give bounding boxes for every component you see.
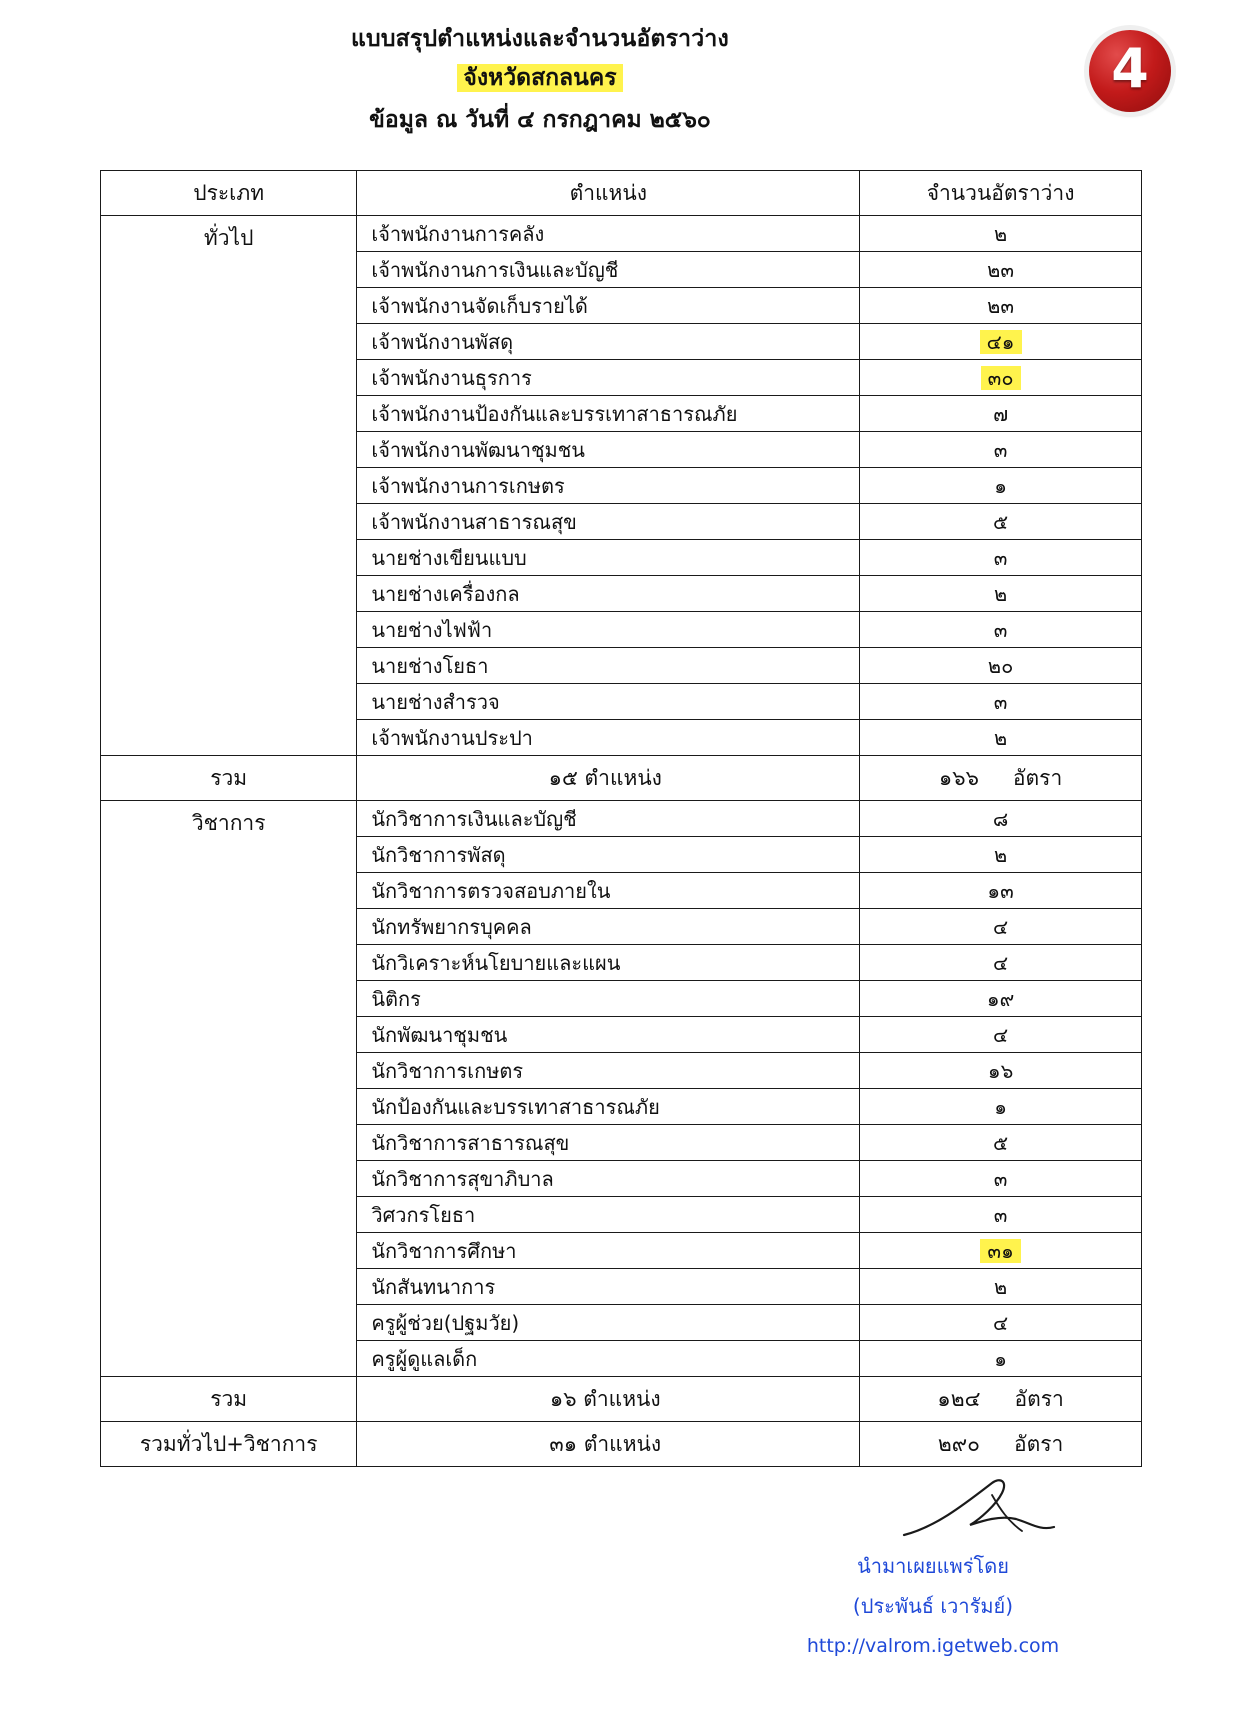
- summary-unit: อัตรา: [1012, 765, 1063, 790]
- position-name: นักวิชาการสุขาภิบาล: [357, 1161, 860, 1197]
- group-summary-row-academic: [101, 1377, 1142, 1422]
- summary-positions: ๑๖ ตำแหน่ง: [357, 1377, 860, 1422]
- position-name: เจ้าพนักงานธุรการ: [357, 360, 860, 396]
- vacancy-count: ๕: [860, 504, 1142, 540]
- vacancy-count-highlight: ๔๑: [980, 330, 1022, 354]
- vacancy-count: ๘: [860, 801, 1142, 837]
- summary-unit: อัตรา: [1014, 1386, 1064, 1411]
- position-name: นายช่างเครื่องกล: [357, 576, 860, 612]
- vacancy-count: ๒: [860, 576, 1142, 612]
- position-name: เจ้าพนักงานประปา: [357, 720, 860, 756]
- vacancy-count-highlight: ๓๐: [981, 366, 1021, 390]
- vacancy-count: ๑๙: [860, 981, 1142, 1017]
- position-name: นักวิชาการเกษตร: [357, 1053, 860, 1089]
- vacancy-count: ๔: [860, 1305, 1142, 1341]
- summary-count-value: ๑๖๖: [938, 765, 979, 790]
- vacancy-table: [100, 170, 1142, 1467]
- column-header-position: ตำแหน่ง: [357, 171, 860, 216]
- document-header: [0, 22, 1080, 136]
- credits-line-1: นำมาเผยแพร่โดย: [857, 1554, 1009, 1578]
- document-title: แบบสรุปตำแหน่งและจำนวนอัตราว่าง: [351, 26, 729, 52]
- vacancy-count: ๑: [860, 468, 1142, 504]
- signature-mark: [896, 1475, 1066, 1545]
- grand-total-label: รวมทั่วไป+วิชาการ: [101, 1422, 357, 1467]
- vacancy-count: ๔: [860, 909, 1142, 945]
- position-name: นายช่างเขียนแบบ: [357, 540, 860, 576]
- vacancy-count: ๑: [860, 1341, 1142, 1377]
- position-name: นายช่างไฟฟ้า: [357, 612, 860, 648]
- position-name: ครูผู้ช่วย(ปฐมวัย): [357, 1305, 860, 1341]
- summary-count: [860, 1377, 1142, 1422]
- group-type-general: ทั่วไป: [101, 216, 357, 756]
- position-name: นายช่างโยธา: [357, 648, 860, 684]
- grand-total-row: [101, 1422, 1142, 1467]
- vacancy-count: ๓: [860, 684, 1142, 720]
- vacancy-count: ๒: [860, 837, 1142, 873]
- summary-label: รวม: [101, 756, 357, 801]
- position-name: นักวิชาการเงินและบัญชี: [357, 801, 860, 837]
- province-line: [0, 62, 1080, 96]
- position-name: เจ้าพนักงานสาธารณสุข: [357, 504, 860, 540]
- column-header-vacancies: จำนวนอัตราว่าง: [860, 171, 1142, 216]
- position-name: นักพัฒนาชุมชน: [357, 1017, 860, 1053]
- vacancy-count: ๓: [860, 1197, 1142, 1233]
- vacancy-count: ๗: [860, 396, 1142, 432]
- vacancy-count: [860, 324, 1142, 360]
- summary-label: รวม: [101, 1377, 357, 1422]
- credits-url[interactable]: http://valrom.igetweb.com: [806, 1635, 1060, 1657]
- column-header-type: ประเภท: [101, 171, 357, 216]
- grand-total-positions: ๓๑ ตำแหน่ง: [357, 1422, 860, 1467]
- vacancy-count: ๑๖: [860, 1053, 1142, 1089]
- position-name: วิศวกรโยธา: [357, 1197, 860, 1233]
- vacancy-count: ๒๐: [860, 648, 1142, 684]
- position-name: นักวิชาการสาธารณสุข: [357, 1125, 860, 1161]
- summary-count-value: ๑๒๔: [937, 1386, 981, 1411]
- vacancy-count: ๔: [860, 945, 1142, 981]
- data-date-line: ข้อมูล ณ วันที่ ๔ กรกฎาคม ๒๕๖๐: [369, 107, 711, 133]
- vacancy-count: [860, 1233, 1142, 1269]
- vacancy-count: ๑๓: [860, 873, 1142, 909]
- position-name: นักวิชาการตรวจสอบภายใน: [357, 873, 860, 909]
- position-name: นักสันทนาการ: [357, 1269, 860, 1305]
- vacancy-count: ๔: [860, 1017, 1142, 1053]
- credits-block: [703, 1546, 1163, 1666]
- vacancy-count: ๑: [860, 1089, 1142, 1125]
- position-name: นายช่างสำรวจ: [357, 684, 860, 720]
- group-type-academic: วิชาการ: [101, 801, 357, 1377]
- position-name: เจ้าพนักงานจัดเก็บรายได้: [357, 288, 860, 324]
- vacancy-table-container: [100, 170, 1142, 1467]
- position-name: นักป้องกันและบรรเทาสาธารณภัย: [357, 1089, 860, 1125]
- vacancy-count: ๕: [860, 1125, 1142, 1161]
- vacancy-count: ๓: [860, 1161, 1142, 1197]
- position-name: นักวิเคราะห์นโยบายและแผน: [357, 945, 860, 981]
- position-name: นักทรัพยากรบุคคล: [357, 909, 860, 945]
- credits-line-2: (ประพันธ์ เวารัมย์): [852, 1594, 1014, 1618]
- summary-count: [860, 756, 1142, 801]
- vacancy-count: ๓: [860, 540, 1142, 576]
- table-header-row: [101, 171, 1142, 216]
- vacancy-count: ๒๓: [860, 288, 1142, 324]
- summary-positions: ๑๕ ตำแหน่ง: [357, 756, 860, 801]
- group-summary-row-general: [101, 756, 1142, 801]
- vacancy-count: ๓: [860, 432, 1142, 468]
- position-name: นักวิชาการศึกษา: [357, 1233, 860, 1269]
- vacancy-count: ๒: [860, 216, 1142, 252]
- grand-total-count: [860, 1422, 1142, 1467]
- position-name: เจ้าพนักงานป้องกันและบรรเทาสาธารณภัย: [357, 396, 860, 432]
- position-name: เจ้าพนักงานการเกษตร: [357, 468, 860, 504]
- vacancy-count: ๒๓: [860, 252, 1142, 288]
- position-name: เจ้าพนักงานพัสดุ: [357, 324, 860, 360]
- page-number-badge: [1089, 30, 1171, 112]
- position-name: เจ้าพนักงานการเงินและบัญชี: [357, 252, 860, 288]
- vacancy-count: [860, 360, 1142, 396]
- position-name: นิติกร: [357, 981, 860, 1017]
- vacancy-count: ๒: [860, 1269, 1142, 1305]
- grand-total-count-value: ๒๙๐: [937, 1431, 980, 1456]
- position-name: เจ้าพนักงานการคลัง: [357, 216, 860, 252]
- table-row: [101, 216, 1142, 252]
- province-name: จังหวัดสกลนคร: [457, 64, 622, 92]
- grand-total-unit: อัตรา: [1013, 1431, 1064, 1456]
- page-number-badge-label: 4: [1111, 37, 1149, 100]
- position-name: เจ้าพนักงานพัฒนาชุมชน: [357, 432, 860, 468]
- position-name: ครูผู้ดูแลเด็ก: [357, 1341, 860, 1377]
- table-row: [101, 801, 1142, 837]
- vacancy-count-highlight: ๓๑: [980, 1239, 1020, 1263]
- position-name: นักวิชาการพัสดุ: [357, 837, 860, 873]
- vacancy-count: ๓: [860, 612, 1142, 648]
- vacancy-count: ๒: [860, 720, 1142, 756]
